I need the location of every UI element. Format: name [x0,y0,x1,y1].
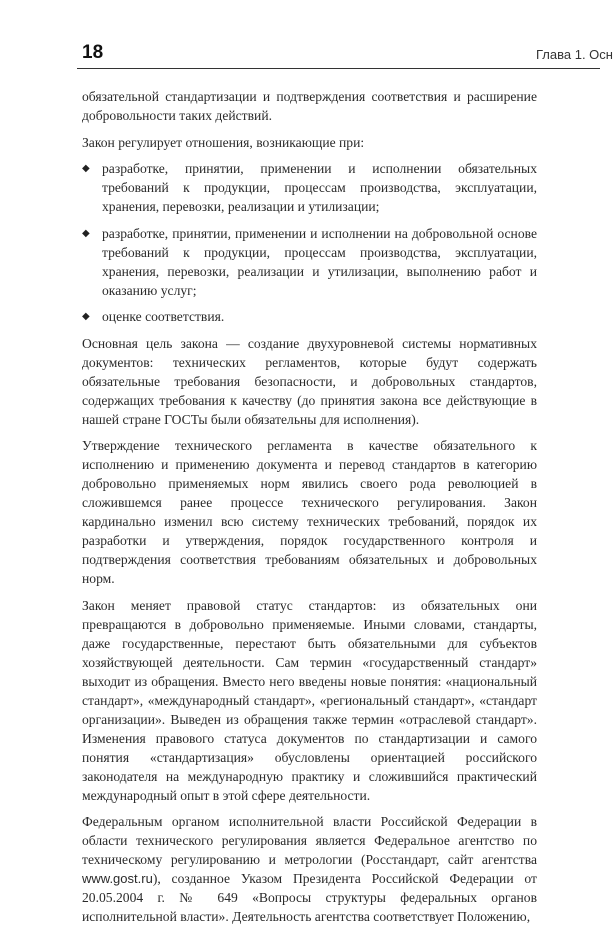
list-item-text: оценке соответствия. [102,309,225,324]
paragraph-5 [82,812,537,926]
paragraph-5-text-a: Федеральным органом исполнительной власти Российской Федерации в области технического регулирования является Федеральное агентство по техническому регулированию и метрологии (Росстандарт, сайт агентства [82,814,537,867]
diamond-bullet-icon: ◆ [82,227,90,239]
list-item [82,224,537,300]
paragraph-5-text-b: ), созданное Указом Президента Российской Федерации от 20.05.2004 г. № 649 «Вопросы структуры федеральных органов исполнительной власти». Деятельность агентства соответствует Положению, [82,871,537,924]
paragraph-4: Закон меняет правовой статус стандартов: из обязательных они превращаются в добровольно применяемые. Иными словами, стандарты, даже государственные, перестают быть обязательными для субъектов хозяйствующей деятельности. Сам термин «государственный стандарт» выходит из обращения. Вместо него введены новые понятия: «национальный стандарт», «международный стандарт», «региональный стандарт», «стандарт организации». Выведен из обращения также термин «отраслевой стандарт». Изменения правового статуса документов по стандартизации и самого понятия «стандартизация» обусловлены ориентацией российского законодателя на международную практику и сложившийся практический международный опыт в этой сфере деятельности. [82,597,537,803]
paragraph-2: Основная цель закона — создание двухуровневой системы нормативных документов: технических регламентов, которые будут содержать обязательные требования безопасности, и добровольных стандартов, содержащих требования к качеству (до принятия закона все действующие в нашей стране ГОСТы были обязательны для исполнения). [82,335,537,427]
paragraph-1: Закон регулирует отношения, возникающие при: [82,134,365,150]
paragraph-3: Утверждение технического регламента в качестве обязательного к исполнению и применению документа и перевод стандартов в категорию добровольно применяемых норм явились своего рода революцией в сложившемся ранее процессе технического регулирования. Закон кардинально изменил всю систему технических требований, порядок их разработки и утверждения, порядок государственного контроля и подтверждения соответствия требованиям обязательных и добровольных норм. [82,438,537,586]
page-number: 18 [82,42,104,63]
running-header-chapter: Глава 1. Осн [536,47,613,62]
paragraph-0: обязательной стандартизации и подтверждения соответствия и расширение добровольности таких действий. [82,89,537,123]
header-rule [77,68,600,69]
gost-site-link[interactable]: www.gost.ru [82,871,153,886]
page-body [82,87,537,934]
list-item [82,307,537,326]
list-item-text: разработке, принятии, применении и исполнении на добровольной основе требований к продукции, процессам производства, эксплуатации, хранения, перевозки, реализации и утилизации, выполнению работ и оказанию услуг; [102,225,537,298]
diamond-bullet-icon: ◆ [82,311,90,322]
bullet-list [82,159,537,326]
list-item-text: разработке, принятии, применении и исполнении обязательных требований к продукции, процессам производства, эксплуатации, хранения, перевозки, реализации и утилизации; [102,161,537,214]
list-item [82,159,537,216]
diamond-bullet-icon: ◆ [82,163,90,174]
